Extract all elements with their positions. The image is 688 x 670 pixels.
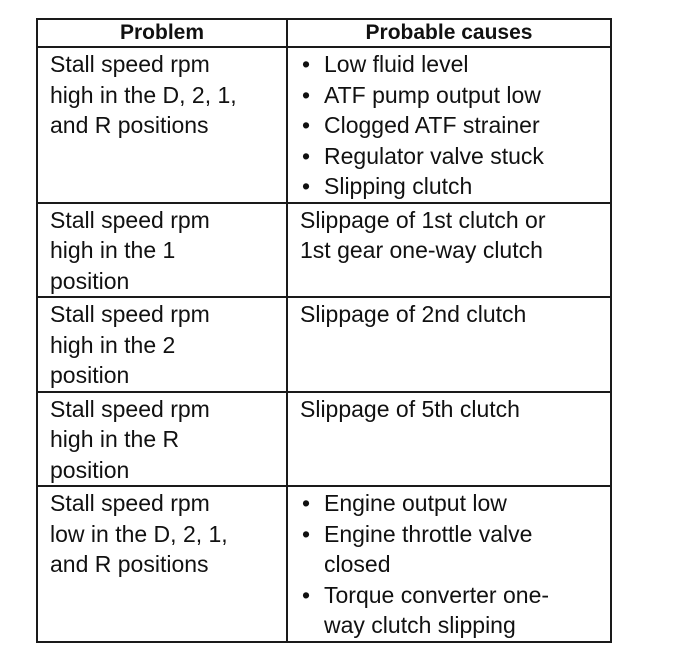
header-problem: Problem [37, 19, 287, 47]
problem-cell [37, 47, 287, 203]
problem-line: Stall speed rpm [50, 301, 210, 327]
table-row [37, 486, 611, 642]
problem-line: position [50, 456, 130, 483]
header-probable-causes: Probable causes [287, 19, 611, 47]
problem-line: Stall speed rpm [50, 395, 210, 422]
stall-speed-diagnosis-table [36, 18, 612, 643]
problem-line: high in the D, 2, 1, [50, 81, 237, 108]
cause-line: 1st gear one-way clutch [300, 237, 543, 263]
problem-line: high in the 1 [50, 237, 176, 263]
cause-line: Slippage of 1st clutch or [300, 206, 546, 233]
cause-line: Slippage of 5th clutch [300, 395, 520, 422]
problem-line: low in the D, 2, 1, [50, 520, 228, 547]
problem-line: Stall speed rpm [50, 51, 210, 77]
bullet-icon: • [302, 173, 311, 199]
problem-cell [37, 392, 287, 487]
problem-line: position [50, 267, 130, 294]
list-item: • Torque converter one- way clutch slipping [302, 581, 550, 638]
causes-cell [287, 203, 611, 298]
problem-line: position [50, 362, 130, 388]
list-item: • Clogged ATF strainer [300, 110, 604, 141]
list-item: • Engine output low [300, 488, 604, 519]
bullet-icon: • [302, 142, 311, 169]
bullet-icon: • [302, 490, 311, 516]
list-item: • Low fluid level [300, 49, 604, 80]
bullet-icon: • [302, 51, 311, 77]
list-item: • Slipping clutch [300, 171, 604, 202]
table-row [37, 297, 611, 392]
causes-cell [287, 392, 611, 487]
problem-line: and R positions [50, 551, 209, 577]
bullet-icon: • [302, 81, 311, 108]
problem-line: and R positions [50, 112, 209, 138]
problem-line: Stall speed rpm [50, 206, 210, 233]
bullet-icon: • [302, 581, 311, 608]
bullet-icon: • [302, 520, 311, 547]
list-item: • ATF pump output low [300, 80, 604, 111]
diagnosis-table-container [36, 18, 610, 643]
list-item: • Engine throttle valve closed [302, 520, 533, 577]
causes-cell [287, 297, 611, 392]
list-item: • Regulator valve stuck [300, 141, 604, 172]
problem-line: high in the 2 [50, 331, 176, 358]
causes-cell [287, 47, 611, 203]
problem-cell [37, 203, 287, 298]
bullet-icon: • [302, 112, 311, 138]
problem-cell [37, 486, 287, 642]
table-header-row [37, 19, 611, 47]
problem-line: Stall speed rpm [50, 490, 210, 516]
table-row [37, 392, 611, 487]
causes-list [300, 488, 604, 641]
problem-line: high in the R [50, 426, 180, 452]
causes-cell [287, 486, 611, 642]
cause-line: Slippage of 2nd clutch [300, 301, 527, 327]
table-row [37, 203, 611, 298]
table-row [37, 47, 611, 203]
causes-list [300, 49, 604, 202]
problem-cell [37, 297, 287, 392]
